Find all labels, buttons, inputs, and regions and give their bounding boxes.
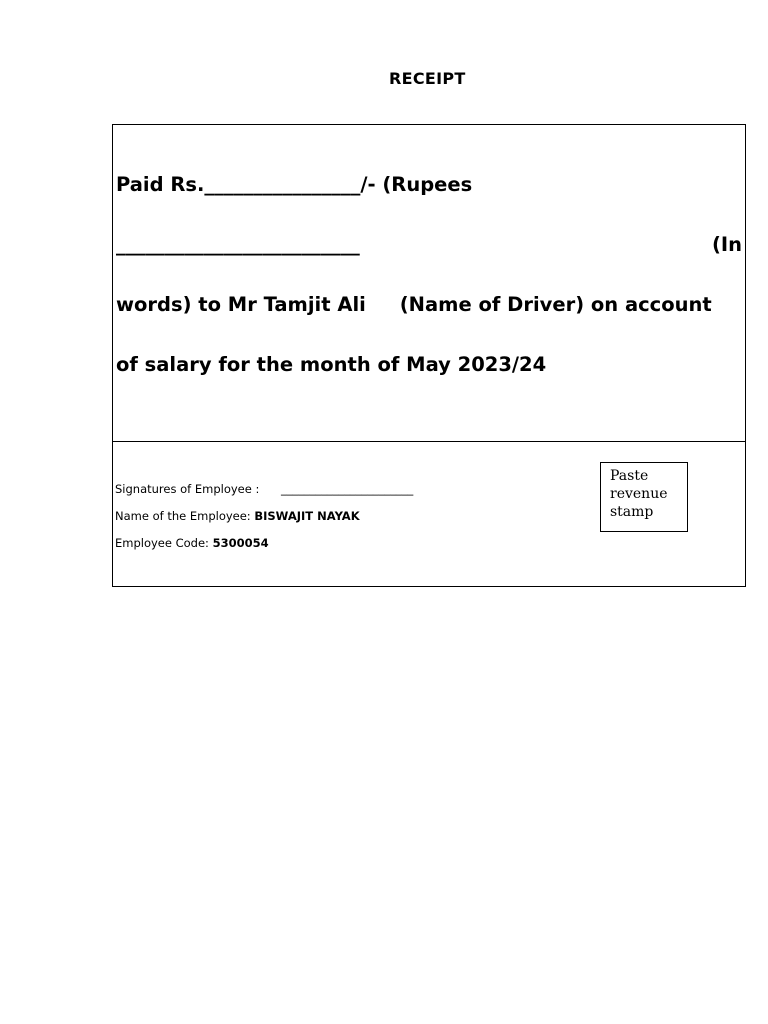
signature-blank: _______________________	[281, 482, 414, 496]
stamp-text-line-1: Paste	[610, 468, 649, 484]
receipt-box	[112, 124, 746, 587]
employee-code-row	[115, 536, 269, 550]
signature-label: Signatures of Employee :	[115, 482, 260, 496]
employee-name-row	[115, 509, 360, 523]
stamp-text-line-2: revenue	[610, 486, 668, 502]
employee-name-value: BISWAJIT NAYAK	[254, 509, 360, 523]
section-divider	[113, 441, 745, 442]
employee-code-value: 5300054	[212, 536, 269, 550]
page-title: RECEIPT	[389, 69, 466, 88]
revenue-stamp-box	[600, 462, 688, 532]
in-words-open-label: (In	[711, 233, 742, 256]
employee-name-label: Name of the Employee:	[115, 509, 255, 523]
amount-in-words-blank: _________________________	[116, 233, 360, 256]
salary-period-line: of salary for the month of May 2023/24	[116, 353, 547, 376]
paid-amount-line: Paid Rs.________________/- (Rupees	[116, 173, 473, 196]
stamp-text-line-3: stamp	[610, 504, 654, 520]
payee-line: words) to Mr Tamjit Ali (Name of Driver) on account	[116, 293, 712, 316]
employee-code-label: Employee Code:	[115, 536, 213, 550]
